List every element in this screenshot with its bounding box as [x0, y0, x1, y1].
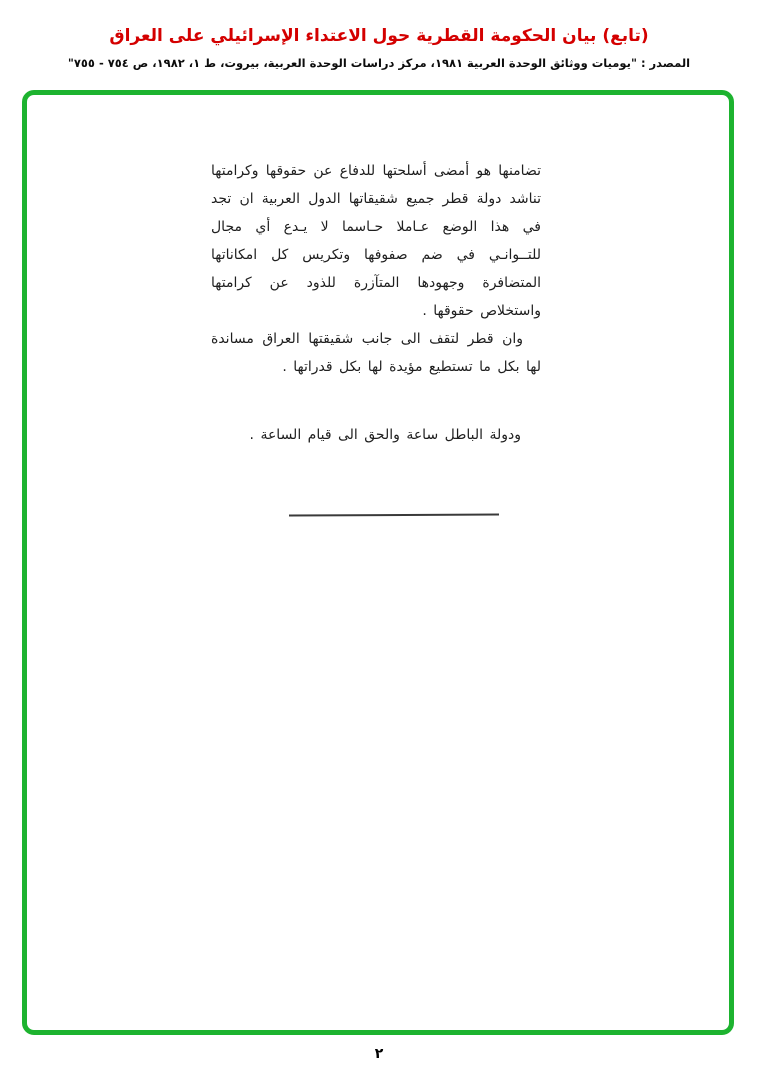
document-frame — [22, 90, 734, 1035]
page-header — [0, 24, 758, 71]
page-number: ٢ — [374, 1046, 384, 1062]
statement-paragraph-2: وان قطر لتقف الى جانب شقيقتها العراق مساندة لها بكل ما تستطيع مؤيدة لها بكل قدراتها . — [211, 331, 541, 375]
statement-paragraph-1: تضامنها هو أمضى أسلحتها للدفاع عن حقوقها وكرامتها تناشد دولة قطر جميع شقيقاتها الدول العربية ان تجد في هذا الوضع عـاملا حـاسما لا يـدع أي مجال للتــوانـي في ضم صفوفها وتكريس كل امكاناتها المتضافرة وجهودها المتآزرة للذود عن كرامتها واستخلاص حقوقها . — [211, 163, 541, 319]
source-citation: المصدر : "يوميات ووثائق الوحدة العربية ١٩٨١، مركز دراسات الوحدة العربية، بيروت، ط ١، ١٩٨٢، ص ٧٥٤ - ٧٥٥" — [67, 56, 691, 70]
scanned-text-block — [211, 157, 541, 449]
horizontal-rule — [289, 513, 499, 516]
statement-closing-line: ودولة الباطل ساعة والحق الى قيام الساعة . — [249, 427, 521, 443]
page-title: (تابع) بيان الحكومة القطرية حول الاعتداء الإسرائيلي على العراق — [109, 26, 649, 46]
